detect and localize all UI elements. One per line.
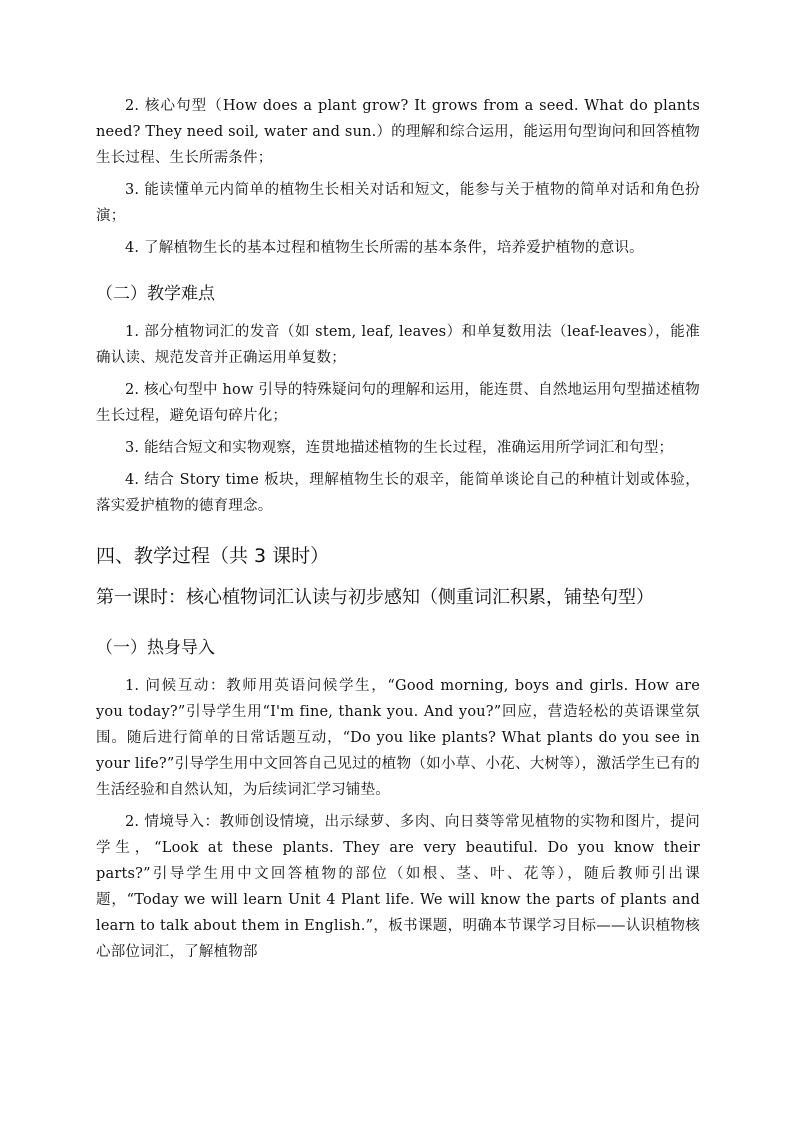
difficulty-item-4: 4. 结合 Story time 板块，理解植物生长的艰辛，能简单谈论自己的种植计划或体验，落实爱护植物的德育理念。 (96, 472, 700, 514)
difficulty-item-1: 1. 部分植物词汇的发音（如 stem, leaf, leaves）和单复数用法（leaf-leaves），能准确认读、规范发音并正确运用单复数； (96, 324, 700, 366)
difficulty-item-2: 2. 核心句型中 how 引导的特殊疑问句的理解和运用，能连贯、自然地运用句型描述植物生长过程，避免语句碎片化； (96, 382, 700, 424)
process-heading: 四、教学过程（共 3 课时） (96, 545, 330, 567)
objective-item-4: 4. 了解植物生长的基本过程和植物生长所需的基本条件，培养爱护植物的意识。 (125, 240, 644, 256)
warmup-item-1: 1. 问候互动：教师用英语问候学生，“Good morning, boys and girls. How are you today?”引导学生用“I'm fine, thank you. And you?”回应，营造轻松的英语课堂氛围。随后进行简单的日常话题互动，“Do you like plants? What plants do you see in your life?”引导学生用中文回答自己见过的植物（如小草、小花、大树等），激活学生已有的生活经验和自然认知，为后续词汇学习铺垫。 (96, 678, 700, 798)
difficulty-heading: （二）教学难点 (96, 284, 215, 304)
lesson-title: 第一课时：核心植物词汇认读与初步感知（侧重词汇积累，铺垫句型） (96, 587, 654, 608)
document-page (96, 93, 700, 971)
objective-item-3: 3. 能读懂单元内简单的植物生长相关对话和短文，能参与关于植物的简单对话和角色扮演； (96, 182, 700, 224)
difficulty-item-3: 3. 能结合短文和实物观察，连贯地描述植物的生长过程，准确运用所学词汇和句型； (125, 440, 674, 456)
objective-item-2: 2. 核心句型（How does a plant grow? It grows from a seed. What do plants need? They need soil, water and sun.）的理解和综合运用，能运用句型询问和回答植物生长过程、生长所需条件； (96, 98, 700, 166)
warmup-item-2: 2. 情境导入：教师创设情境，出示绿萝、多肉、向日葵等常见植物的实物和图片，提问学生，“Look at these plants. They are very beautiful. Do you know their parts?”引导学生用中文回答植物的部位（如根、茎、叶、花等），随后教师引出课题，“Today we will learn Unit 4 Plant life. We will know the parts of plants and learn to talk about them in English.”，板书课题，明确本节课学习目标——认识植物核心部位词汇，了解植物部 (96, 814, 700, 960)
warmup-heading: （一）热身导入 (96, 638, 215, 658)
